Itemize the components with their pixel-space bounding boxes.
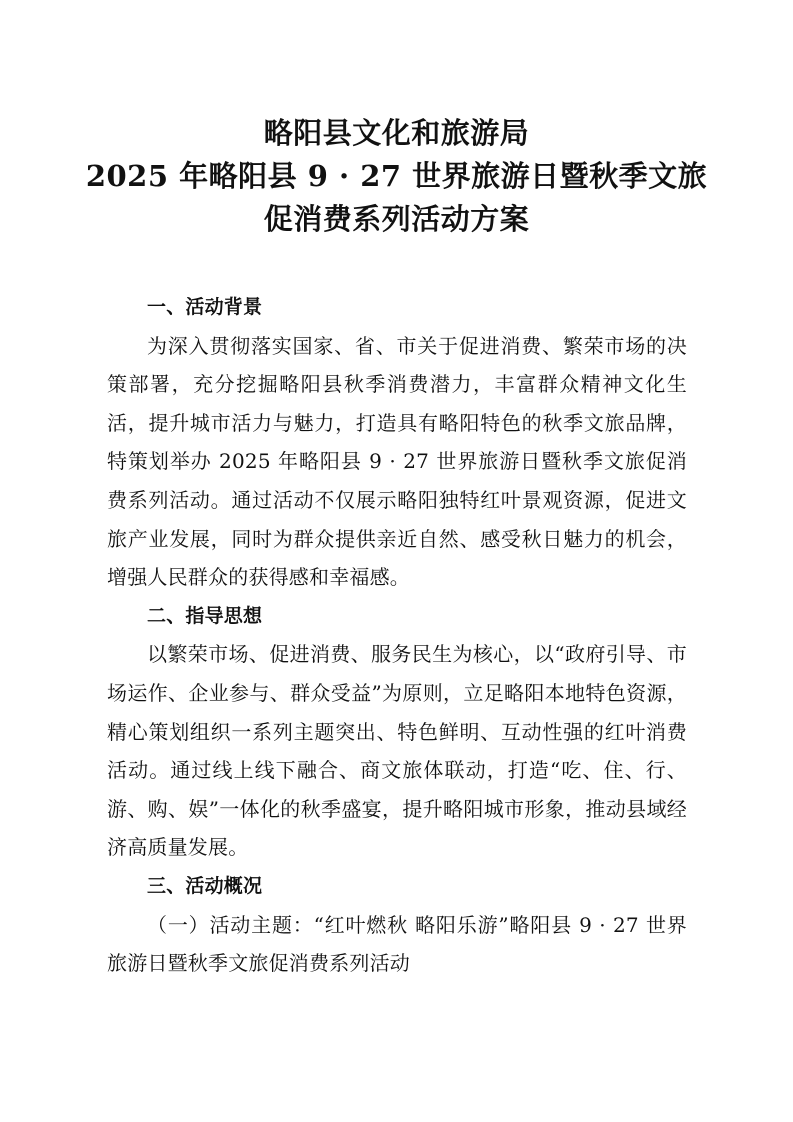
section-paragraph-theme: （一）活动主题：“红叶燃秋 略阳乐游”略阳县 9 · 27 世界旅游日暨秋季文旅促消费系列活动 xyxy=(107,912,687,976)
section-paragraph-guiding-ideology: 以繁荣市场、促进消费、服务民生为核心，以“政府引导、市场运作、企业参与、群众受益”为原则，立足略阳本地特色资源，精心策划组织一系列主题突出、特色鲜明、互动性强的红叶消费活动。通过线上线下融合、商文旅体联动，打造“吃、住、行、游、购、娱”一体化的秋季盛宴，提升略阳城市形象，推动县域经济高质量发展。 xyxy=(107,642,687,860)
document-title xyxy=(0,112,793,241)
section-heading-overview: 三、活动概况 xyxy=(147,874,263,897)
section-paragraph-background: 为深入贯彻落实国家、省、市关于促进消费、繁荣市场的决策部署，充分挖掘略阳县秋季消费潜力，丰富群众精神文化生活，提升城市活力与魅力，打造具有略阳特色的秋季文旅品牌，特策划举办 2025 年略阳县 9 · 27 世界旅游日暨秋季文旅促消费系列活动。通过活动不仅展示略阳独特红叶景观资源，促进文旅产业发展，同时为群众提供亲近自然、感受秋日魅力的机会，增强人民群众的获得感和幸福感。 xyxy=(107,333,687,590)
title-line-issuer: 略阳县文化和旅游局 xyxy=(263,116,530,150)
title-line-event: 2025 年略阳县 9 · 27 世界旅游日暨秋季文旅 xyxy=(85,159,708,193)
document-body xyxy=(107,288,687,983)
section-heading-guiding-ideology: 二、指导思想 xyxy=(147,604,263,627)
section-heading-background: 一、活动背景 xyxy=(147,296,263,318)
title-line-plan: 促消费系列活动方案 xyxy=(263,202,530,236)
